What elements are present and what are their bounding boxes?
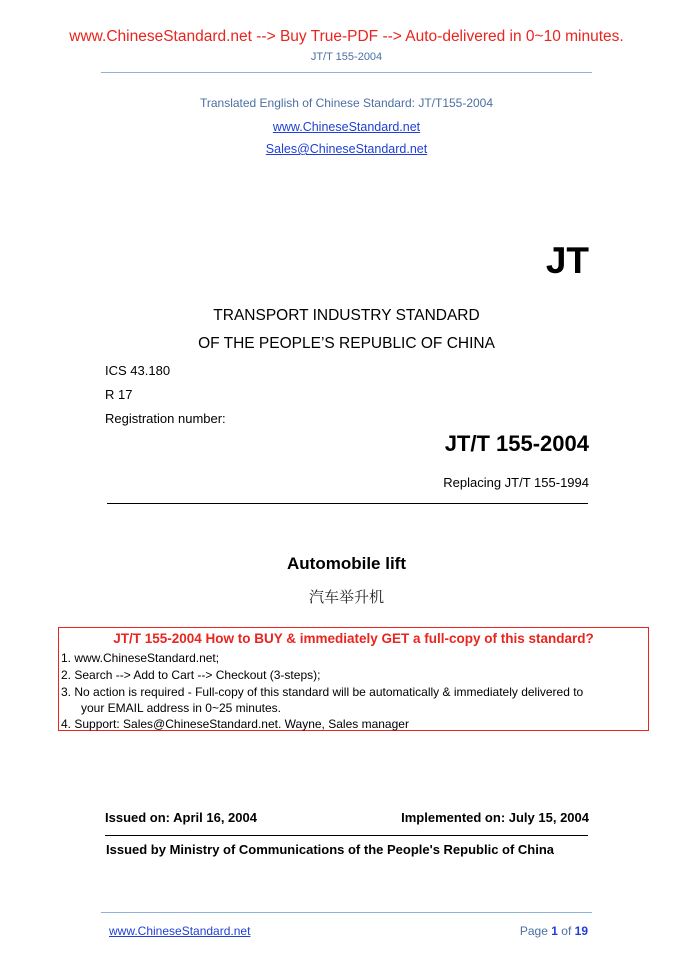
footer-divider [101, 912, 592, 913]
industry-line-1: TRANSPORT INDUSTRY STANDARD [213, 307, 480, 324]
purchase-step: 2. Search --> Add to Cart --> Checkout (3-steps); [61, 668, 321, 682]
website-link[interactable]: www.ChineseStandard.net [272, 120, 421, 134]
purchase-step: your EMAIL address in 0~25 minutes. [61, 701, 281, 715]
class-code: R 17 [105, 387, 133, 402]
footer-website-link[interactable]: www.ChineseStandard.net [109, 924, 251, 938]
issued-date: Issued on: April 16, 2004 [105, 810, 257, 825]
header-divider [101, 72, 592, 73]
standard-number: JT/T 155-2004 [444, 431, 589, 456]
purchase-step: 1. www.ChineseStandard.net; [61, 651, 220, 665]
page-label: Page [519, 924, 548, 938]
purchase-step: 3. No action is required - Full-copy of this standard will be automatically & immediately delivered to [61, 685, 584, 699]
purchase-step: 4. Support: Sales@ChineseStandard.net. Wayne, Sales manager [61, 717, 409, 731]
industry-line-2: OF THE PEOPLE’S REPUBLIC OF CHINA [198, 335, 495, 352]
translation-note: Translated English of Chinese Standard: JT/T155-2004 [199, 96, 494, 110]
issuing-authority: Issued by Ministry of Communications of the People's Republic of China [106, 842, 555, 857]
title-divider [107, 503, 588, 504]
standard-prefix: JT [545, 240, 589, 281]
purchase-info-box [58, 627, 649, 731]
issuer-divider [105, 835, 588, 836]
running-head: JT/T 155-2004 [310, 51, 383, 63]
document-title-chinese: 汽车举升机 [308, 588, 384, 606]
implemented-date: Implemented on: July 15, 2004 [401, 810, 589, 825]
replacing-note: Replacing JT/T 155-1994 [443, 475, 589, 490]
email-link-wrap [0, 140, 693, 158]
email-link[interactable]: Sales@ChineseStandard.net [265, 142, 428, 156]
page-total: 19 [574, 924, 588, 938]
purchase-title: JT/T 155-2004 How to BUY & immediately GET a full-copy of this standard? [113, 631, 594, 646]
document-title: Automobile lift [287, 554, 406, 573]
website-link-wrap [0, 118, 693, 136]
ics-code: ICS 43.180 [105, 363, 171, 378]
page-of: of [561, 924, 572, 938]
promo-banner[interactable]: www.ChineseStandard.net --> Buy True-PDF --> Auto-delivered in 0~10 minutes. [69, 28, 624, 45]
page-current: 1 [551, 924, 558, 938]
registration-number: Registration number: [105, 411, 226, 426]
page-indicator [520, 924, 588, 938]
